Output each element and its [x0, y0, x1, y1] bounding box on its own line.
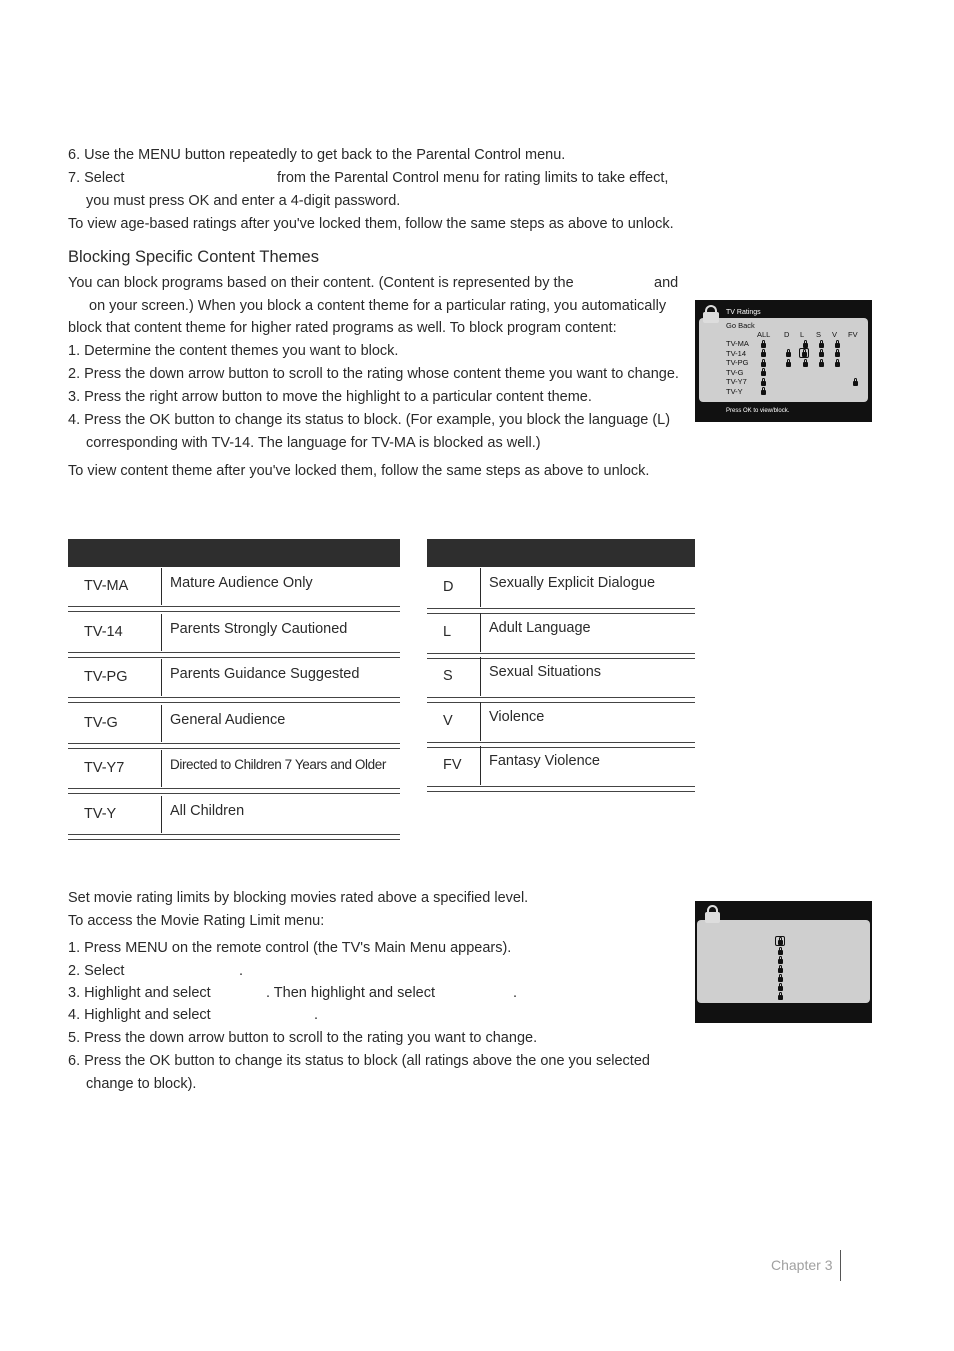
content-step-2: 2. Press the down arrow button to scroll to the rating whose content theme you want to change. [68, 366, 679, 382]
step-7-continued: from the Parental Control menu for rating limits to take effect, [277, 170, 669, 186]
lock-icon[interactable] [786, 362, 791, 367]
rating-description: Violence [489, 708, 545, 725]
lock-icon[interactable] [778, 950, 783, 955]
lock-icon[interactable] [803, 362, 808, 367]
step-7-line2: you must press OK and enter a 4-digit password. [86, 193, 401, 209]
movie-rating-panel [697, 920, 870, 1003]
tv-ratings-screen [695, 300, 872, 422]
lock-icon[interactable] [761, 381, 766, 386]
table-row [427, 746, 695, 785]
row-tv-g[interactable]: TV-G [726, 368, 744, 377]
rating-code: TV-Y7 [68, 750, 162, 787]
ratings-table-header [68, 539, 400, 567]
movie-step-3-mid: . Then highlight and select [266, 985, 436, 1001]
movie-step-5: 5. Press the down arrow button to scroll to the rating you want to change. [68, 1030, 538, 1046]
row-tv-y[interactable]: TV-Y [726, 387, 743, 396]
row-tv-14[interactable]: TV-14 [726, 349, 747, 358]
table-row [68, 659, 400, 696]
rating-description: All Children [170, 802, 245, 819]
lock-icon[interactable] [786, 352, 791, 357]
go-back-item[interactable]: Go Back [726, 321, 755, 330]
row-divider [68, 606, 400, 612]
col-v: V [832, 330, 838, 339]
movie-step-2: 2. Select [68, 963, 125, 979]
rating-code: TV-G [68, 705, 162, 742]
col-l: L [800, 330, 805, 339]
lock-icon[interactable] [853, 381, 858, 386]
movie-step-4-end: . [314, 1007, 319, 1023]
themes-table-header [427, 539, 695, 567]
rating-code: S [427, 657, 481, 696]
lock-icon[interactable] [835, 343, 840, 348]
rating-code: D [427, 568, 481, 607]
rating-description: Parents Strongly Cautioned [170, 620, 348, 637]
row-divider [68, 652, 400, 658]
movie-para-1: Set movie rating limits by blocking movies rated above a specified level. [68, 890, 529, 906]
table-row [68, 796, 400, 833]
lock-icon[interactable] [778, 995, 783, 1000]
rating-code: TV-14 [68, 614, 162, 651]
lock-icon[interactable] [761, 371, 766, 376]
table-row [68, 614, 400, 651]
lock-icon[interactable] [835, 362, 840, 367]
col-d: D [784, 330, 790, 339]
rating-description: Mature Audience Only [170, 575, 313, 591]
movie-rating-screen [695, 901, 872, 1023]
lock-icon[interactable] [761, 390, 766, 395]
lock-icon[interactable] [778, 940, 783, 945]
table-row [427, 657, 695, 696]
rating-description: Fantasy Violence [489, 753, 600, 769]
row-divider [68, 788, 400, 794]
footer-divider [840, 1250, 841, 1281]
lock-icon[interactable] [761, 362, 766, 367]
content-step-4: 4. Press the OK button to change its status to block. (For example, you block the language (L) [68, 412, 671, 428]
section-heading: Blocking Specific Content Themes [68, 248, 319, 266]
lock-icon[interactable] [761, 343, 766, 348]
section1-para-line1: You can block programs based on their content. (Content is represented by the [68, 275, 574, 291]
col-all: ALL [757, 330, 771, 339]
row-tv-ma[interactable]: TV-MA [726, 339, 749, 348]
rating-description: Directed to Children 7 Years and Older [170, 757, 386, 772]
col-s: S [816, 330, 822, 339]
lock-icon[interactable] [761, 352, 766, 357]
rating-description: Adult Language [489, 619, 591, 636]
lock-icon[interactable] [778, 986, 783, 991]
lock-icon[interactable] [778, 977, 783, 982]
movie-step-3: 3. Highlight and select [68, 985, 211, 1001]
content-step-3: 3. Press the right arrow button to move the highlight to a particular content theme. [68, 389, 592, 405]
col-fv: FV [848, 330, 858, 339]
section1-para-and: and [654, 275, 679, 291]
lock-icon[interactable] [778, 968, 783, 973]
rating-description: General Audience [170, 711, 286, 728]
movie-step-6: 6. Press the OK button to change its status to block (all ratings above the one you selected [68, 1053, 650, 1069]
rating-code: V [427, 702, 481, 741]
padlock-body-icon [703, 312, 719, 323]
row-tv-pg[interactable]: TV-PG [726, 358, 749, 367]
padlock-body-icon [705, 912, 720, 923]
lock-icon[interactable] [819, 362, 824, 367]
rating-code: TV-MA [68, 568, 162, 605]
row-tv-y7[interactable]: TV-Y7 [726, 377, 747, 386]
content-unlock-note: To view content theme after you've locked them, follow the same steps as above to unlock. [68, 463, 650, 479]
table-row [68, 750, 400, 787]
table-row [427, 702, 695, 741]
row-divider [427, 786, 695, 792]
rating-code: TV-PG [68, 659, 162, 696]
row-divider [68, 743, 400, 749]
content-step-1: 1. Determine the content themes you want to block. [68, 343, 399, 359]
movie-step-4: 4. Highlight and select [68, 1007, 211, 1023]
rating-description: Sexually Explicit Dialogue [489, 575, 656, 591]
lock-icon[interactable] [819, 343, 824, 348]
table-row [427, 613, 695, 652]
table-row [427, 568, 695, 607]
rating-description: Sexual Situations [489, 664, 602, 680]
lock-icon[interactable] [778, 959, 783, 964]
section1-para-line3: block that content theme for higher rated programs as well. To block program content: [68, 320, 617, 336]
movie-step-6-cont: change to block). [86, 1076, 197, 1092]
tv-screen-footer: Press OK to view/block. [726, 408, 790, 414]
rating-code: L [427, 613, 481, 652]
row-divider [68, 697, 400, 703]
content-step-4-cont: corresponding with TV-14. The language for TV-MA is blocked as well.) [86, 435, 541, 451]
movie-step-1: 1. Press MENU on the remote control (the TV's Main Menu appears). [68, 940, 512, 956]
movie-para-2: To access the Movie Rating Limit menu: [68, 913, 325, 929]
rating-code: FV [427, 746, 481, 785]
lock-icon[interactable] [802, 352, 807, 357]
row-divider [68, 834, 400, 840]
rating-description: Parents Guidance Suggested [170, 666, 360, 682]
movie-step-2-end: . [239, 963, 244, 979]
step-7-text: 7. Select [68, 170, 125, 186]
movie-step-3-end: . [513, 985, 518, 1001]
step-6-text: 6. Use the MENU button repeatedly to get back to the Parental Control menu. [68, 147, 566, 163]
table-row [68, 705, 400, 742]
tv-ratings-title: TV Ratings [726, 309, 761, 316]
lock-icon[interactable] [819, 352, 824, 357]
chapter-label: Chapter 3 [771, 1257, 833, 1273]
section1-para-line2: on your screen.) When you block a content theme for a particular rating, you automatically [89, 298, 667, 314]
unlock-note: To view age-based ratings after you've locked them, follow the same steps as above to unlock. [68, 216, 674, 232]
table-row [68, 568, 400, 605]
rating-code: TV-Y [68, 796, 162, 833]
lock-icon[interactable] [835, 352, 840, 357]
